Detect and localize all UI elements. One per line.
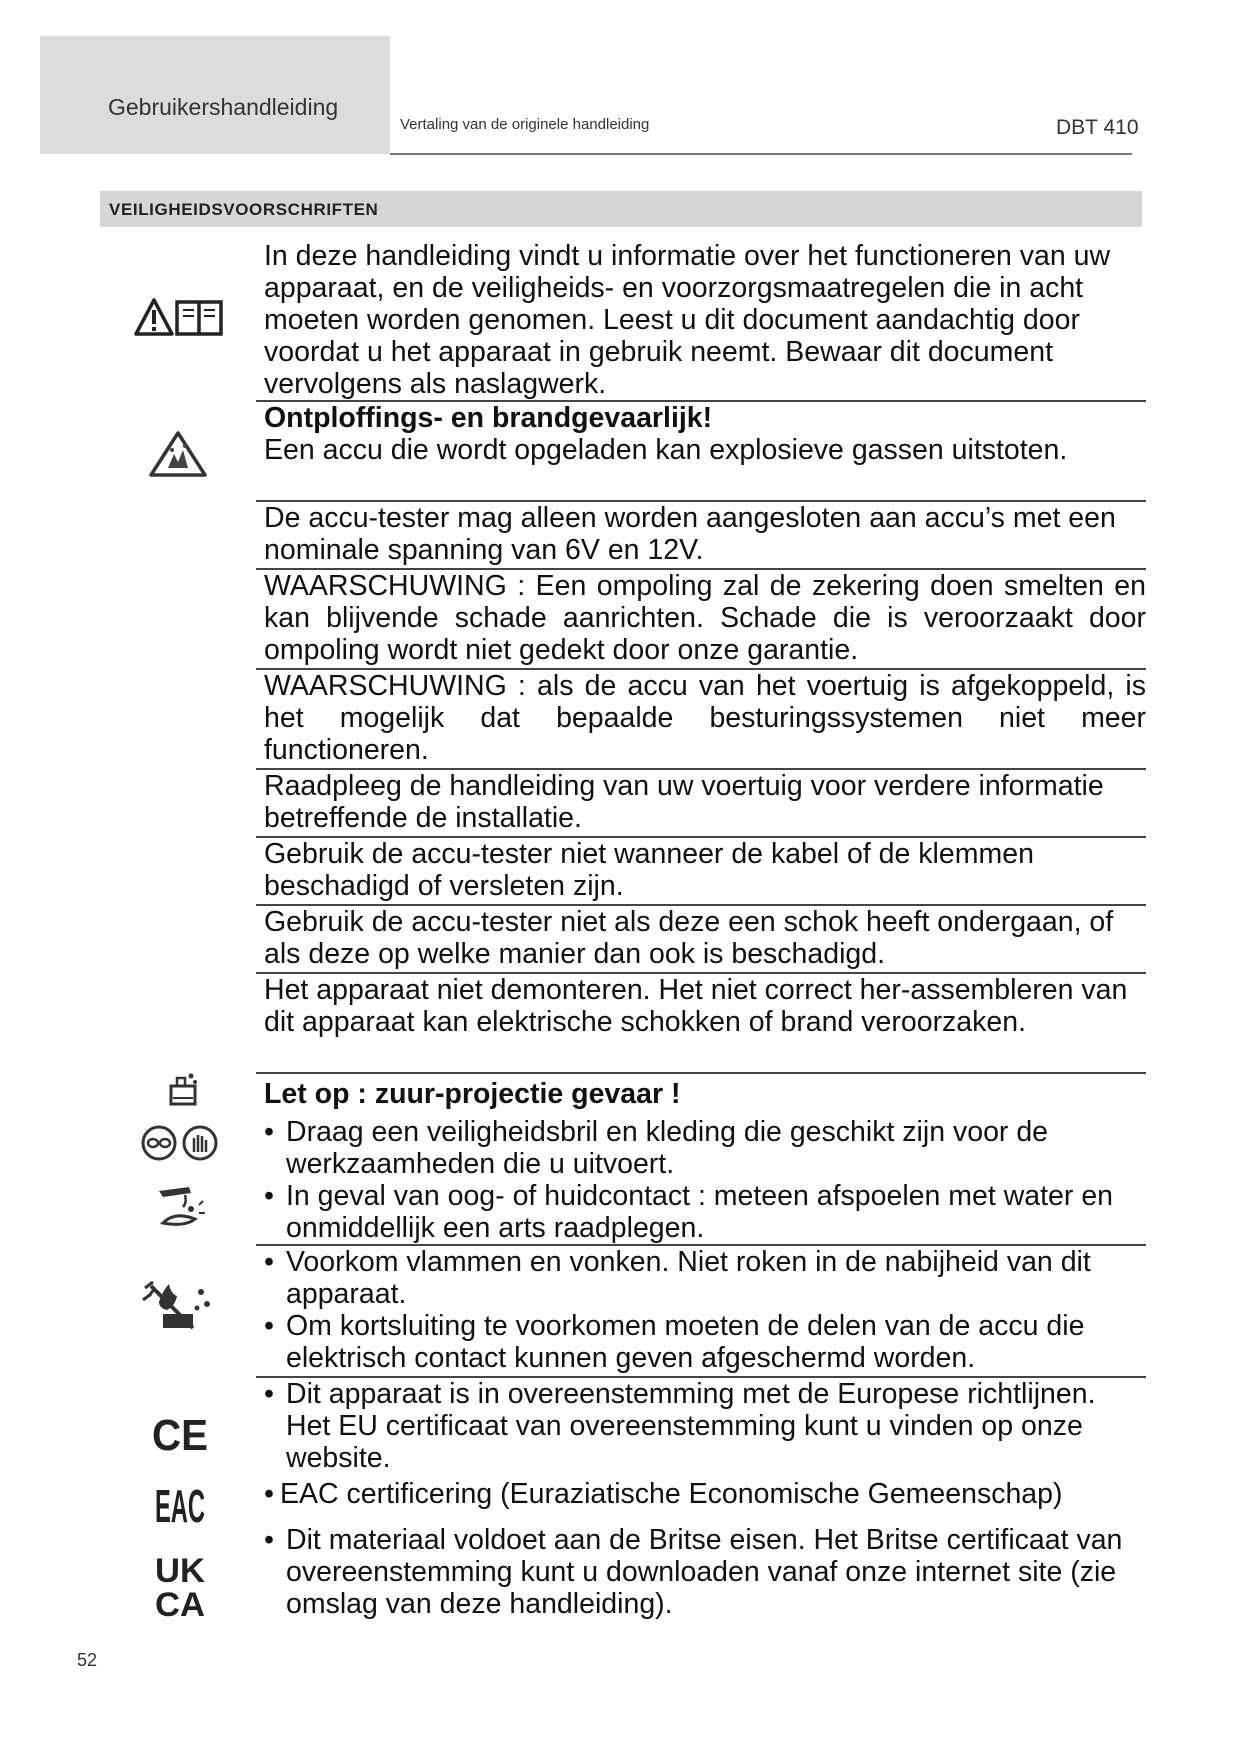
eac-block [256,1478,1146,1524]
ce-bullet [256,1378,1146,1474]
svg-text:CA: CA [155,1586,205,1624]
bullet-dot: • [264,1524,274,1556]
section-title: VEILIGHEIDSVOORSCHRIFTEN [109,200,379,219]
fire-bullet-1 [256,1246,1146,1310]
disassemble-block [256,974,1146,1074]
bullet-dot: • [264,1180,274,1212]
intro-text: In deze handleiding vindt u informatie over het functioneren van uw apparaat, en de veiligheids- en voorzorgsmaatregelen die in acht moeten worden genomen. Leest u dit document aandachtig door voordat u het apparaat in gebruik neemt. Bewaar dit document vervolgens als naslagwerk. [264,240,1111,400]
warning-read-manual-icon [133,296,225,338]
header-subtitle: Vertaling van de originele handleiding [400,116,650,133]
rinse-eyes-icon [155,1183,209,1233]
explosion-text: Een accu die wordt opgeladen kan explosieve gassen uitstoten. [264,434,1068,466]
svg-text:EAC: EAC [155,1480,205,1532]
ukca-bullet-text: Dit materiaal voldoet aan de Britse eisen. Het Britse certificaat van overeenstemming kunt u downloaden vanaf onze internet site (zie omslag van deze handleiding). [286,1524,1123,1620]
bullet-dot: • [264,1378,274,1410]
ukca-mark-icon [153,1552,209,1624]
ce-mark-icon [150,1411,212,1460]
acid-bullet-1-text: Draag een veiligheidsbril en kleding die geschikt zijn voor de werkzaamheden die u uitvoert. [286,1116,1049,1180]
shock-block [256,906,1146,974]
explosion-warning-icon [148,430,208,478]
fire-bullet-2 [256,1310,1146,1374]
acid-container-icon [165,1068,201,1108]
fire-bullet-1-text: Voorkom vlammen en vonken. Niet roken in de nabijheid van dit apparaat. [286,1246,1091,1310]
fire-bullet-2-text: Om kortsluiting te voorkomen moeten de delen van de accu die elektrisch contact kunnen geven afgeschermd worden. [286,1310,1085,1374]
acid-block [256,1074,1146,1246]
damaged-cable-block [256,838,1146,906]
polarity-warning-block [256,570,1146,670]
eac-mark-icon [154,1480,206,1532]
no-flame-no-smoking-icon [141,1278,213,1334]
header-title: Gebruikershandleiding [108,94,339,120]
ce-block [256,1378,1146,1478]
voltage-block [256,502,1146,570]
shock-text: Gebruik de accu-tester niet als deze een schok heeft ondergaan, of als deze op welke manier dan ook is beschadigd. [264,906,1114,970]
eac-bullet [256,1478,1146,1510]
bullet-dot: • [264,1116,274,1148]
bullet-dot: • [264,1246,274,1278]
safety-content [256,240,1146,1624]
voltage-text: De accu-tester mag alleen worden aangesloten aan accu’s met een nominale spanning van 6V en 12V. [264,502,1116,566]
header-model: DBT 410 [1056,116,1139,139]
disassemble-text: Het apparaat niet demonteren. Het niet correct her-assembleren van dit apparaat kan elektrische schokken of brand veroorzaken. [264,974,1128,1038]
manual-text: Raadpleeg de handleiding van uw voertuig voor verdere informatie betreffende de installatie. [264,770,1104,834]
bullet-dot: • [264,1478,274,1510]
svg-text:UK: UK [155,1552,206,1590]
ukca-block [256,1524,1146,1624]
explosion-title: Ontploffings- en brandgevaarlijk! [264,402,713,434]
disconnect-warning-block [256,670,1146,770]
acid-title: Let op : zuur-projectie gevaar ! [264,1078,681,1110]
ukca-bullet [256,1524,1146,1620]
acid-bullet-1 [256,1116,1146,1180]
manual-block [256,770,1146,838]
goggles-gloves-icon [140,1124,220,1162]
polarity-warning-text: WAARSCHUWING : Een ompoling zal de zekering doen smelten en kan blijvende schade aanrichten. Schade die is veroorzaakt door ompoling wordt niet gedekt door onze garantie. [264,570,1146,666]
acid-bullet-2-text: In geval van oog- of huidcontact : meteen afspoelen met water en onmiddellijk een arts raadplegen. [286,1180,1114,1244]
bullet-dot: • [264,1310,274,1342]
acid-bullet-2 [256,1180,1146,1244]
svg-text:CE: CE [152,1411,208,1460]
fire-block [256,1246,1146,1378]
disconnect-warning-text: WAARSCHUWING : als de accu van het voertuig is afgekoppeld, is het mogelijk dat bepaalde besturingssystemen niet meer functioneren. [264,670,1146,766]
page-number: 52 [77,1650,98,1670]
explosion-block [256,402,1146,502]
damaged-cable-text: Gebruik de accu-tester niet wanneer de kabel of de klemmen beschadigd of versleten zijn. [264,838,1034,902]
eac-bullet-text: EAC certificering (Euraziatische Economische Gemeenschap) [280,1478,1063,1510]
intro-block [256,240,1146,402]
header-divider [390,153,1132,155]
ce-bullet-text: Dit apparaat is in overeenstemming met de Europese richtlijnen. Het EU certificaat van overeenstemming kunt u vinden op onze website. [286,1378,1096,1474]
